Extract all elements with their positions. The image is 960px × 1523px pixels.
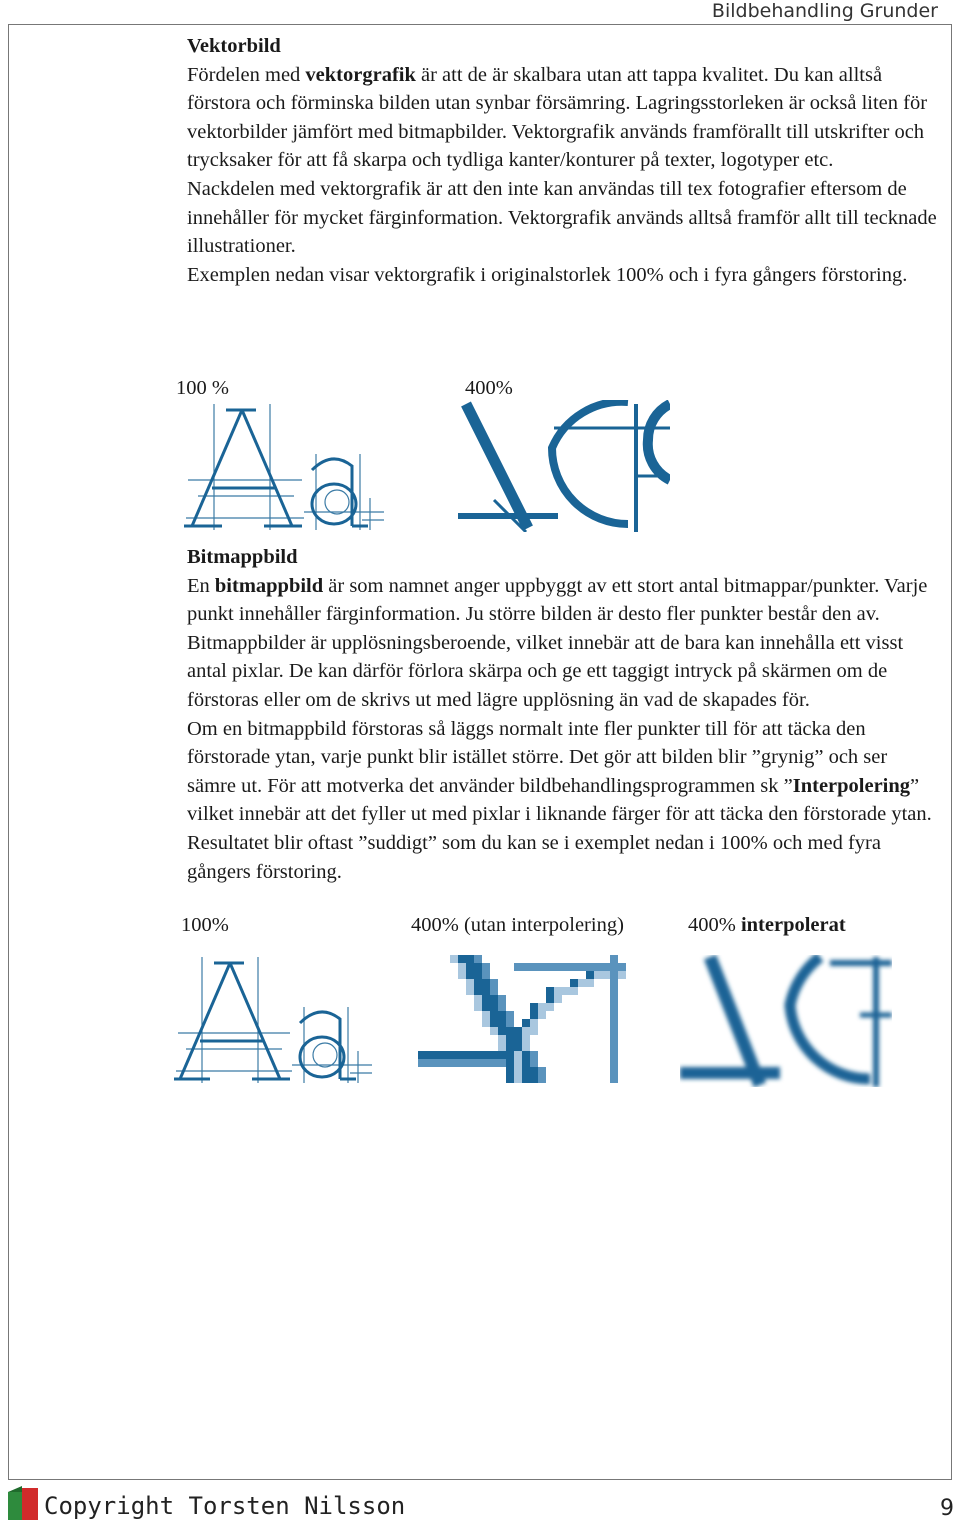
pixel-cell	[586, 963, 594, 971]
vektor-aa-100-figure	[184, 402, 394, 532]
pixel-cell	[530, 1027, 538, 1035]
vektor-label-400: 400%	[465, 377, 513, 399]
pixel-cell	[498, 995, 506, 1003]
pixel-cell	[466, 979, 474, 987]
pixel-cell	[538, 1075, 546, 1083]
page-number: 9	[940, 1496, 954, 1521]
pixel-cell	[522, 1043, 530, 1051]
pixel-cell	[490, 1011, 498, 1019]
pixel-cell	[490, 995, 498, 1003]
pixel-cell	[586, 971, 594, 979]
pixel-cell	[610, 955, 618, 963]
pixel-cell	[474, 1051, 482, 1059]
pixel-cell	[514, 1059, 522, 1067]
pixel-cell	[554, 995, 562, 1003]
pixel-cell	[474, 1059, 482, 1067]
pixel-cell	[530, 1059, 538, 1067]
pixel-cell	[474, 1003, 482, 1011]
header-title: Bildbehandling Grunder	[711, 0, 938, 22]
pixel-cell	[578, 979, 586, 987]
pixel-cell	[530, 1011, 538, 1019]
pixel-cell	[482, 1059, 490, 1067]
pixel-cell	[482, 1003, 490, 1011]
pixel-cell	[610, 963, 618, 971]
pixel-cell	[530, 1019, 538, 1027]
pixel-cell	[458, 963, 466, 971]
pixel-cell	[530, 1075, 538, 1083]
pixel-cell	[506, 1011, 514, 1019]
pixel-cell	[466, 963, 474, 971]
pixel-cell	[578, 963, 586, 971]
pixel-cell	[522, 1027, 530, 1035]
pixel-cell	[522, 1075, 530, 1083]
bitmap-aa-400-interpolated-figure	[680, 955, 892, 1087]
pixel-cell	[538, 963, 546, 971]
pixel-cell	[426, 1051, 434, 1059]
pixel-cell	[610, 987, 618, 995]
pixel-cell	[466, 955, 474, 963]
pixel-cell	[474, 979, 482, 987]
pixel-cell	[610, 1027, 618, 1035]
pixel-cell	[474, 995, 482, 1003]
vektor-label-100: 100 %	[176, 377, 229, 399]
pixel-cell	[458, 1059, 466, 1067]
bitmap-aa-100-figure	[174, 955, 380, 1085]
pixel-cell	[570, 979, 578, 987]
pixel-cell	[490, 1027, 498, 1035]
pixel-cell	[506, 1043, 514, 1051]
pixel-cell	[490, 1059, 498, 1067]
pixel-cell	[490, 987, 498, 995]
footer-logo	[8, 1486, 38, 1520]
pixel-cell	[506, 1059, 514, 1067]
pixel-cell	[482, 1019, 490, 1027]
pixel-cell	[418, 1059, 426, 1067]
pixel-cell	[546, 963, 554, 971]
pixel-cell	[610, 979, 618, 987]
vektor-paragraph-2: Nackdelen med vektorgrafik är att den inte kan användas till tex fotografier eftersom de innehåller för mycket färginformation. Vektorgrafik används alltså framför allt till tecknade illustrationer.	[187, 177, 937, 258]
pixel-cell	[466, 1059, 474, 1067]
pixel-cell	[514, 1043, 522, 1051]
pixel-cell	[554, 963, 562, 971]
bitmap-label-100: 100%	[181, 914, 229, 936]
pixel-cell	[450, 955, 458, 963]
pixel-cell	[490, 979, 498, 987]
pixel-cell	[530, 1051, 538, 1059]
pixel-cell	[610, 971, 618, 979]
pixel-cell	[498, 1043, 506, 1051]
vektor-paragraph-1: Fördelen med vektorgrafik är att de är skalbara utan att tappa kvalitet. Du kan alltså förstora och förminska bilden utan synbar försämring. Lagringsstorleken är också liten för vektorbilder jämfört med bitmapbilder. Vektorgrafik används framförallt till utskrifter och trycksaker för att få skarpa och tydliga kanter/konturer på texter, logotyper etc.	[187, 63, 928, 172]
pixel-cell	[458, 1051, 466, 1059]
pixel-cell	[610, 1067, 618, 1075]
bitmap-aa-400-pixelated-figure	[418, 955, 626, 1085]
pixel-cell	[610, 1051, 618, 1059]
pixel-cell	[538, 1003, 546, 1011]
pixel-cell	[482, 987, 490, 995]
pixel-cell	[546, 987, 554, 995]
bitmap-heading: Bitmappbild	[187, 546, 298, 568]
pixel-cell	[594, 963, 602, 971]
pixel-cell	[466, 971, 474, 979]
pixel-cell	[498, 1011, 506, 1019]
pixel-cell	[450, 1059, 458, 1067]
pixel-cell	[530, 1003, 538, 1011]
pixel-cell	[610, 1043, 618, 1051]
pixel-cell	[482, 971, 490, 979]
pixel-cell	[482, 995, 490, 1003]
pixel-cell	[434, 1059, 442, 1067]
pixel-cell	[514, 1051, 522, 1059]
pixel-cell	[554, 987, 562, 995]
pixel-cell	[418, 1051, 426, 1059]
pixel-cell	[458, 971, 466, 979]
pixel-cell	[586, 979, 594, 987]
bitmap-label-400-plain: 400% (utan interpolering)	[411, 914, 624, 936]
pixel-cell	[466, 987, 474, 995]
pixel-cell	[522, 963, 530, 971]
pixel-cell	[498, 1027, 506, 1035]
pixel-cell	[514, 1067, 522, 1075]
pixel-cell	[610, 1019, 618, 1027]
pixel-cell	[506, 1067, 514, 1075]
pixel-cell	[514, 1035, 522, 1043]
pixel-cell	[434, 1051, 442, 1059]
pixel-cell	[490, 1003, 498, 1011]
pixel-cell	[514, 1075, 522, 1083]
pixel-cell	[570, 963, 578, 971]
bitmap-paragraph-2: Om en bitmappbild förstoras så läggs normalt inte fler punkter till för att täcka den förstorade ytan, varje punkt blir istället större. Det gör att bilden blir ”grynig” och ser sämre ut. För att motverka det använder bildbehandlingsprogrammen sk ”Interpolering” vilket innebär att det fyller ut med pixlar i liknande färger för att täcka den förstorade ytan. Resultatet blir oftast ”suddigt” som du kan se i exemplet nedan i 100% och med fyra gångers förstoring.	[187, 717, 932, 883]
pixel-cell	[610, 1011, 618, 1019]
bitmap-content	[187, 543, 937, 886]
pixel-cell	[466, 1051, 474, 1059]
pixel-cell	[442, 1059, 450, 1067]
pixel-cell	[618, 971, 626, 979]
bitmap-paragraph-1: En bitmappbild är som namnet anger uppbyggt av ett stort antal bitmappar/punkter. Varje punkt innehåller färginformation. Ju större bilden är desto fler punkter består den av. Bitmappbilder är upplösningsberoende, vilket innebär att de bara kan innehålla ett visst antal pixlar. De kan därför förlora skärpa och ge ett taggigt intryck på skärmen om de förstoras eller om de skrivs ut med lägre upplösning än vad de skapades för.	[187, 574, 928, 711]
pixel-cell	[562, 987, 570, 995]
pixel-cell	[610, 1059, 618, 1067]
pixel-cell	[450, 1051, 458, 1059]
pixel-cell	[474, 987, 482, 995]
pixel-cell	[522, 1035, 530, 1043]
pixel-cell	[602, 963, 610, 971]
pixel-cell	[506, 1019, 514, 1027]
vektor-aa-400-figure	[458, 400, 670, 532]
pixel-cell	[458, 955, 466, 963]
pixel-cell	[522, 1051, 530, 1059]
pixel-cell	[538, 1067, 546, 1075]
pixel-cell	[482, 979, 490, 987]
pixel-cell	[498, 1051, 506, 1059]
pixel-cell	[570, 987, 578, 995]
pixel-cell	[498, 1059, 506, 1067]
pixel-cell	[618, 963, 626, 971]
pixel-cell	[610, 995, 618, 1003]
pixel-cell	[562, 963, 570, 971]
pixel-cell	[530, 963, 538, 971]
footer-copyright: Copyright Torsten Nilsson	[44, 1492, 406, 1520]
pixel-cell	[482, 1051, 490, 1059]
pixel-cell	[482, 963, 490, 971]
pixel-cell	[522, 1059, 530, 1067]
pixel-cell	[506, 1075, 514, 1083]
vektor-heading: Vektorbild	[187, 35, 281, 57]
pixel-cell	[594, 971, 602, 979]
pixel-cell	[514, 963, 522, 971]
pixel-cell	[490, 1051, 498, 1059]
pixel-cell	[442, 1051, 450, 1059]
pixel-cell	[610, 1003, 618, 1011]
pixel-cell	[426, 1059, 434, 1067]
pixel-cell	[498, 1003, 506, 1011]
pixel-cell	[522, 1019, 530, 1027]
pixel-cell	[474, 971, 482, 979]
pixel-cell	[530, 1067, 538, 1075]
main-content	[187, 32, 937, 289]
pixel-cell	[506, 1027, 514, 1035]
pixel-cell	[538, 1011, 546, 1019]
pixel-cell	[610, 1035, 618, 1043]
pixel-cell	[474, 955, 482, 963]
vektor-paragraph-3: Exemplen nedan visar vektorgrafik i originalstorlek 100% och i fyra gångers förstoring.	[187, 263, 908, 286]
pixel-cell	[498, 1019, 506, 1027]
pixel-cell	[610, 1075, 618, 1083]
pixel-cell	[602, 971, 610, 979]
pixel-cell	[490, 1019, 498, 1027]
pixel-cell	[514, 1027, 522, 1035]
pixel-cell	[522, 1067, 530, 1075]
pixel-cell	[506, 1051, 514, 1059]
pixel-cell	[498, 1035, 506, 1043]
pixel-cell	[506, 1035, 514, 1043]
pixel-cell	[546, 995, 554, 1003]
pixel-cell	[546, 1003, 554, 1011]
pixel-cell	[474, 963, 482, 971]
pixel-cell	[482, 1011, 490, 1019]
bitmap-label-400-interp: 400% interpolerat	[688, 914, 846, 936]
